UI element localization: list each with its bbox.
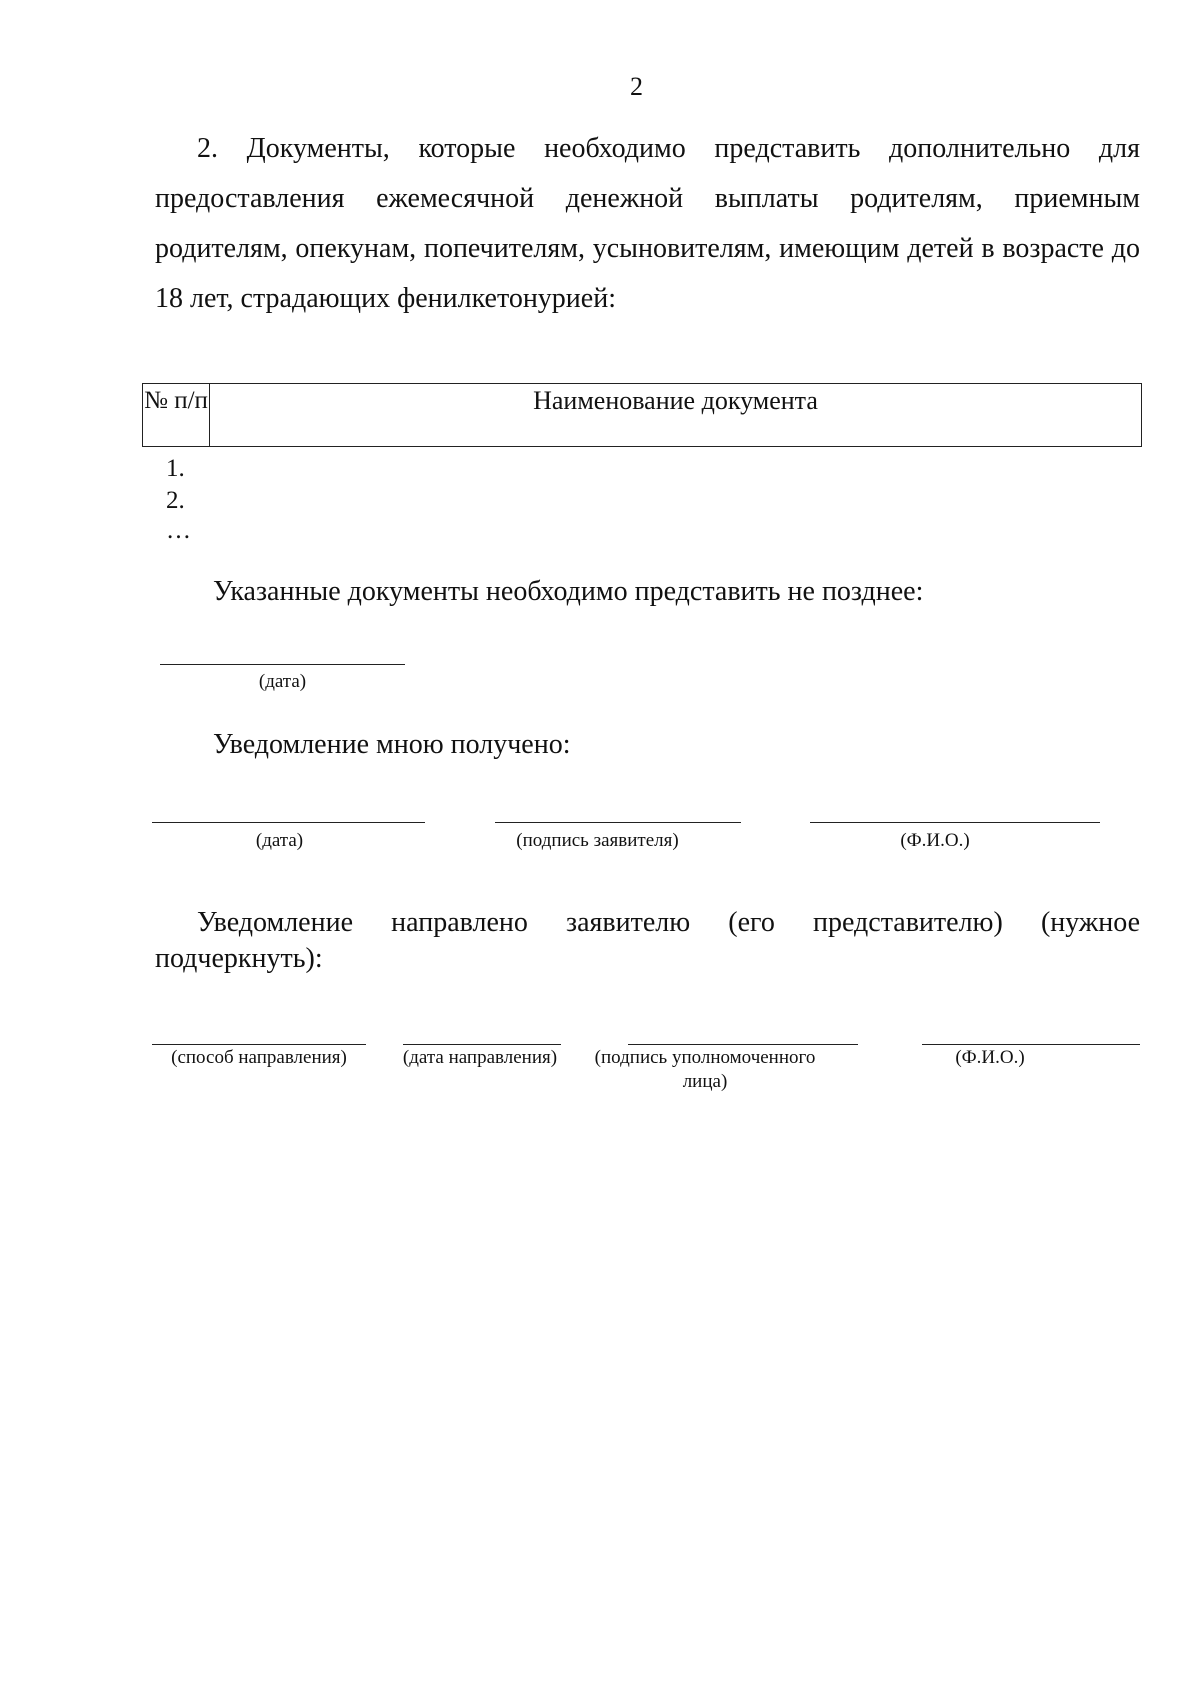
table-header-name: Наименование документа (533, 386, 818, 415)
deadline-text: Указанные документы необходимо представить не позднее: (213, 576, 924, 607)
sent-method-line (152, 1044, 366, 1045)
received-name-line (810, 822, 1100, 823)
sent-signature-line (628, 1044, 858, 1045)
documents-table (142, 383, 1142, 447)
received-name-caption: (Ф.И.О.) (900, 830, 970, 851)
sent-name-caption: (Ф.И.О.) (955, 1047, 1025, 1068)
table-row-number: 1. (166, 455, 185, 482)
sent-method-caption: (способ направления) (171, 1047, 347, 1068)
received-signature-caption: (подпись заявителя) (516, 830, 679, 851)
sent-date-caption: (дата направления) (402, 1047, 558, 1068)
received-date-caption: (дата) (255, 830, 304, 851)
table-header-number: № п/п (143, 384, 210, 446)
sent-date-line (403, 1044, 561, 1045)
received-date-line (152, 822, 425, 823)
deadline-date-line (160, 664, 405, 665)
section-2-paragraph: 2. Документы, которые необходимо представить дополнительно для предоставления ежемесячной денежной выплаты родителям, приемным родителям, опекунам, попечителям, усыновителям, имеющим детей в возрасте до 18 лет, страдающих фенилкетонурией: (155, 133, 1140, 314)
received-text: Уведомление мною получено: (213, 729, 571, 760)
deadline-date-caption: (дата) (258, 671, 307, 692)
received-signature-line (495, 822, 741, 823)
table-row-ellipsis: … (166, 517, 191, 544)
sent-paragraph: Уведомление направлено заявителю (его представителю) (нужное подчеркнуть): (155, 907, 1140, 974)
table-row-number: 2. (166, 487, 185, 514)
sent-signature-caption: (подпись уполномоченного лица) (594, 1047, 816, 1092)
sent-name-line (922, 1044, 1140, 1045)
page-number: 2 (630, 72, 643, 101)
